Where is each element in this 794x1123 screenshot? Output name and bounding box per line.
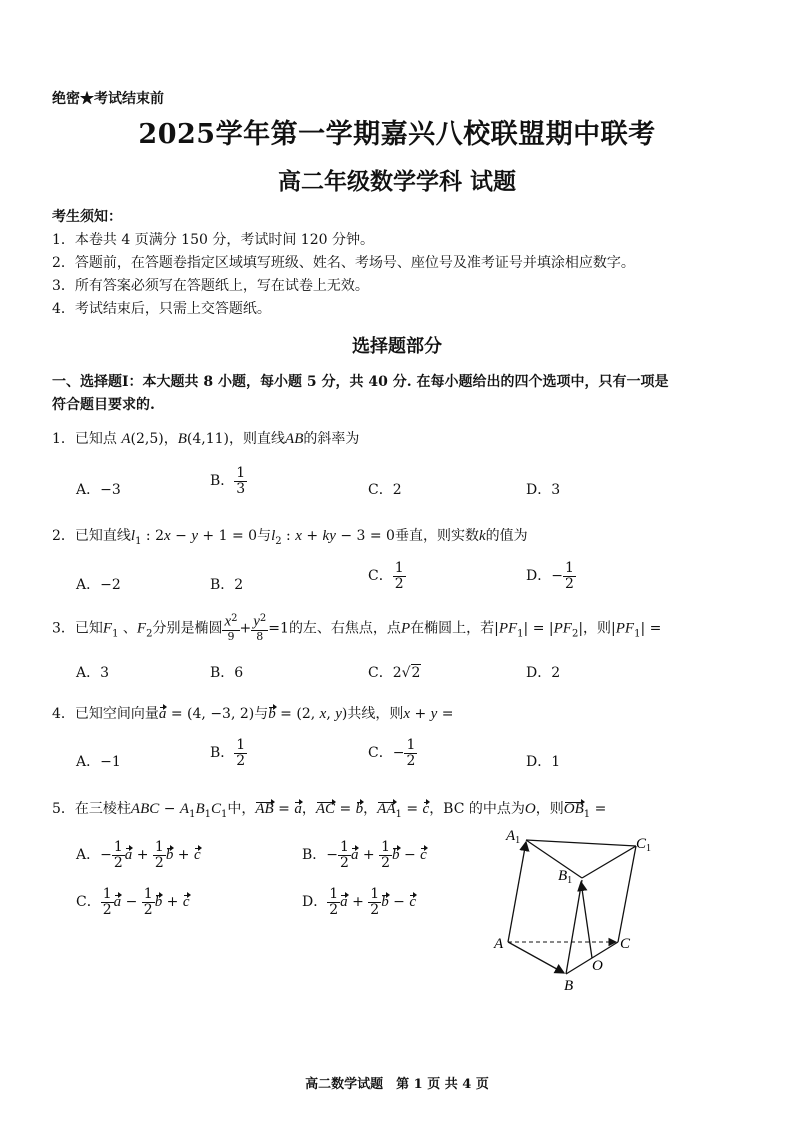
page-footer: 高二数学试题 第 1 页 共 4 页	[305, 1077, 489, 1092]
q1-option-d: D．3	[526, 482, 561, 498]
q2-option-d: D．− $\frac{1}{2}$	[526, 560, 574, 592]
label-o: O	[592, 958, 603, 974]
q3-option-d: D．2	[526, 665, 561, 681]
notice-item: 3．所有答案必须写在答题纸上，写在试卷上无效。	[52, 278, 369, 294]
q1-option-a: A．−3	[76, 482, 121, 498]
q1-option-b: B． $\frac{1}{3}$	[210, 465, 246, 497]
edge-a1b1	[526, 840, 582, 878]
label-a: A	[494, 936, 504, 952]
question-3-stem: 3．已知$F_1$ 、$F_2$分别是椭圆 $\frac{x^2}{9}$ + $\frac{y^2}{8}$ =1的左、右焦点，点P在椭圆上，若$|PF_1| = |PF_2|$，则$|PF_1|$ =	[52, 613, 662, 644]
section-intro-line1: 一、选择题Ⅰ：本大题共 8 小题，每小题 5 分，共 40 分. 在每小题给出的四个选项中，只有一项是	[52, 374, 669, 390]
vector-ab	[508, 942, 564, 973]
q1-option-c: C．2	[368, 482, 402, 498]
exam-title: 2025学年第一学期嘉兴八校联盟期中联考	[138, 119, 656, 150]
q5-option-b: B．− $\frac{1}{2}$ a + $\frac{1}{2}$ b − c	[302, 839, 427, 871]
notice-item: 1．本卷共 4 页满分 150 分，考试时间 120 分钟。	[52, 232, 374, 248]
label-a1: $A_1$	[506, 828, 521, 846]
q3-option-c: C．2√2	[368, 665, 421, 681]
notice-heading: 考生须知：	[52, 209, 122, 225]
label-c1: $C_1$	[636, 836, 652, 854]
q3-option-a: A．3	[76, 665, 110, 681]
q3-option-b: B．6	[210, 665, 244, 681]
label-c: C	[620, 936, 631, 952]
q5-option-a: A．− $\frac{1}{2}$ a + $\frac{1}{2}$ b + c	[76, 839, 201, 871]
question-2-stem: 2．已知直线$l_1$ : 2x − y + 1 = 0与$l_2$ : x + ky − 3 = 0垂直，则实数k的值为	[52, 528, 528, 547]
notice-item: 2．答题前，在答题卷指定区域填写班级、姓名、考场号、座位号及准考证号并填涂相应数字。	[52, 255, 635, 271]
q4-option-b: B． $\frac{1}{2}$	[210, 737, 246, 769]
q2-option-a: A．−2	[76, 577, 121, 593]
edge-a1c1	[526, 840, 636, 846]
notice-item: 4．考试结束后，只需上交答题纸。	[52, 301, 271, 317]
edge-b1c1	[582, 846, 636, 878]
question-4-stem: 4．已知空间向量a = (4, −3, 2)与b = (2, x, y)共线，则x + y =	[52, 706, 454, 722]
q2-option-b: B．2	[210, 577, 244, 593]
vector-aa1	[508, 842, 526, 942]
q5-option-d: D． $\frac{1}{2}$ a + $\frac{1}{2}$ b − c	[302, 886, 417, 918]
label-b1: $B_1$	[558, 868, 573, 886]
q5-option-c: C． $\frac{1}{2}$ a − $\frac{1}{2}$ b + c	[76, 886, 190, 918]
section-title: 选择题部分	[352, 336, 442, 357]
q4-option-c: C．− $\frac{1}{2}$	[368, 737, 416, 769]
section-intro-line2: 符合题目要求的.	[52, 397, 155, 413]
q4-option-d: D．1	[526, 754, 561, 770]
vector-ob1	[581, 882, 592, 958]
exam-subtitle: 高二年级数学学科 试题	[277, 168, 516, 195]
question-1-stem: 1．已知点 A(2,5)，B(4,11)，则直线AB的斜率为	[52, 431, 360, 447]
confidential-label: 绝密★考试结束前	[52, 91, 164, 107]
label-b: B	[564, 978, 574, 994]
question-5-stem: 5．在三棱柱ABC − $A_1B_1C_1$中，AB = a，AC = b，$AA_1 = c$，BC 的中点为O，则$OB_1$ =	[52, 801, 607, 820]
q4-option-a: A．−1	[76, 754, 121, 770]
edge-bb1	[566, 880, 582, 974]
prism-figure	[490, 822, 670, 994]
q2-option-c: C． $\frac{1}{2}$	[368, 560, 404, 592]
edge-cc1	[618, 846, 636, 942]
